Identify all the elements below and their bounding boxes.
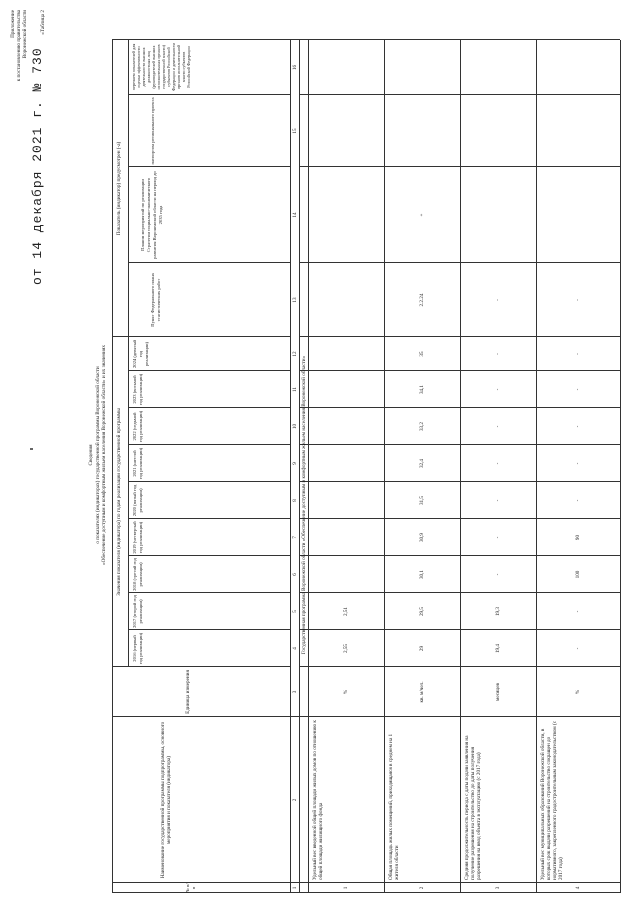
colnum-2: 2 [292,798,298,802]
colnum-10: 10 [292,423,298,430]
header-unit: Единица измерения [185,670,191,714]
grid-line [128,481,290,482]
row4-name: Удельный вес муниципальных образований Воронежской области, в которых срок выдачи разрешений на строительство сокращен до нормативного, закрепленного градостроительным законодательством (с 2017 года) [540,720,564,880]
grid-line [128,555,290,556]
row3-num: 3 [495,886,501,890]
grid-line [384,40,385,893]
header-values-group: Значения показателя (индикатора) по годам реализации государственной программы [116,408,122,596]
row4-val-2019: 90 [575,534,581,541]
row4-val-2024: - [575,353,581,355]
grid-line [128,518,290,519]
grid-line [128,337,129,667]
grid-line [299,555,620,556]
grid-line [299,262,620,263]
row2-val-2020: 31,5 [419,495,425,506]
grid-line [128,407,290,408]
grid-line [299,407,620,408]
header-year-2020: 2020 (пятый год реализации) [132,484,143,517]
header-year-2016: 2016 (первый год реализации) [132,632,143,665]
appendix-resolution: к постановлению правительства [16,10,22,82]
title-heading: Сведения [88,444,94,466]
header-year-2023: 2023 (восьмой год реализации) [132,373,143,406]
header-col13: Пункт Федерального плана статистических работ [150,273,161,327]
row1-val-2016: 2,55 [343,643,349,654]
row1-unit: % [343,689,349,695]
row3-val-2019: - [495,536,501,539]
row3-val-2018: - [495,573,501,576]
header-year-2018: 2018 (третий год реализации) [132,558,143,591]
grid-line [299,370,620,371]
header-col14: Планом мероприятий по реализации Стратегии социально-экономического развития Воронежской области на период до 2035 года [140,171,163,259]
grid-line [128,40,129,337]
grid-line [299,518,620,519]
row2-val-2024: 35 [419,351,425,357]
table-border-bottom [620,40,621,893]
row2-col14: + [419,213,425,217]
row3-val-2024: - [495,353,501,355]
row4-val-2017: - [575,610,581,613]
colnum-9: 9 [292,462,298,465]
row3-col13: - [495,299,501,301]
appendix-region: Воронежской области [22,10,28,59]
grid-line [299,444,620,445]
colnum-1: 1 [292,886,298,890]
row2-name: Общая площадь жилых помещений, приходящаяся в среднем на 1 жителя области [388,733,400,880]
header-col16: перечнем показателей для оценки эффективности деятельности высших должностных лиц (руководителей высших исполнительных органов государственной власти) субъектов Российской Федерации и деятельности органов исполнительной власти субъектов Российской Федерации [131,42,191,92]
row2-val-2019: 30,9 [419,532,425,543]
colnum-12: 12 [292,351,298,357]
row4-val-2020: - [575,499,581,502]
row2-unit: кв. м/чел. [419,681,425,703]
header-num: № п/п [185,883,196,893]
grid-line [112,336,290,337]
table-number: «Таблица 2 [40,10,46,35]
row2-val-2017: 29,5 [419,606,425,617]
header-name: Наименование государственной программы подпрограммы, основного мероприятия и показателя (индикатора) [160,721,172,879]
grid-line [308,40,309,893]
row2-val-2022: 33,2 [419,421,425,432]
grid-line [128,370,290,371]
row4-val-2018: 100 [575,570,581,579]
header-year-2024: 2024 (девятый год реализации) [132,340,149,369]
grid-line [460,40,461,893]
row3-name: Средняя продолжительность периода с даты подачи заявления на получение разрешения на строительство до даты получения разрешения на ввод объекта в эксплуатацию (с 2017 года) [464,735,482,880]
row3-val-2022: - [495,425,501,428]
colnum-6: 6 [292,573,298,576]
row1-num: 1 [343,886,349,890]
colnum-8: 8 [292,499,298,502]
grid-line [299,40,300,893]
header-year-2019: 2019 (четвертый год реализации) [132,521,143,554]
row3-val-2023: - [495,388,501,391]
row3-val-2021: - [495,462,501,465]
row2-val-2016: 29 [419,645,425,652]
colnum-15: 15 [292,128,298,134]
grid-line [299,336,620,337]
row2-val-2021: 32,4 [419,458,425,469]
program-title-row: Государственная программа Воронежской области «Обеспечение доступным и комфортным жильем населения Воронежской области» [301,355,307,655]
scan-mark [30,449,33,451]
colnum-4: 4 [292,647,298,650]
grid-line [536,40,537,893]
grid-line [299,481,620,482]
table-border-top [112,40,113,893]
row4-col13: - [575,299,581,301]
colnum-14: 14 [292,212,298,218]
title-subheading-1: о показателях (индикаторах) государственной программы Воронежской области [95,366,101,544]
header-year-2017: 2017 (второй год реализации) [132,595,143,628]
row4-unit: % [575,689,581,695]
grid-line [128,262,290,263]
row3-val-2017: 19,3 [495,606,501,617]
header-year-2022: 2022 (седьмой год реализации) [132,410,143,443]
resolution-date-stamp: от 14 декабря 2021 г. № 730 [30,47,45,285]
grid-line [128,444,290,445]
row3-val-2020: - [495,499,501,502]
row4-val-2023: - [575,388,581,391]
grid-line [112,39,620,40]
grid-line [299,166,620,167]
row4-val-2022: - [575,425,581,428]
header-year-2021: 2021 (шестой год реализации) [132,447,143,480]
header-col15: паспортом регионального проекта [150,97,155,165]
colnum-11: 11 [292,387,298,392]
grid-line [112,666,290,667]
colnum-7: 7 [292,536,298,539]
grid-line [128,94,290,95]
header-indicator-group: Показатель (индикатор) предусмотрен (-а) [116,141,122,236]
title-subheading-2: «Обеспечение доступным и комфортным жильем населения Воронежской области» и их значениях [101,345,107,565]
grid-line [128,166,290,167]
grid-line [299,94,620,95]
grid-line [112,716,620,717]
colnum-13: 13 [292,297,298,303]
row4-num: 4 [575,886,581,890]
colnum-5: 5 [292,610,298,613]
row2-num: 2 [419,886,425,890]
colnum-3: 3 [292,690,298,694]
grid-line [128,592,290,593]
row3-val-2016: 19,4 [495,643,501,654]
appendix-label: Приложение [10,10,16,38]
colnum-16: 16 [292,64,298,71]
row1-name: Удельный вес введенной общей площади жилых домов по отношению к общей площади жилищного фонда [312,720,324,880]
row2-val-2023: 34,1 [419,384,425,395]
row4-val-2016: - [575,647,581,650]
row1-val-2017: 2,51 [343,606,349,617]
row3-unit: месяцев [495,683,501,701]
row2-val-2018: 30,1 [419,569,425,580]
grid-line [128,629,290,630]
grid-line [290,40,291,893]
row4-val-2021: - [575,462,581,465]
row2-col13: 2.2.24 [419,293,425,307]
